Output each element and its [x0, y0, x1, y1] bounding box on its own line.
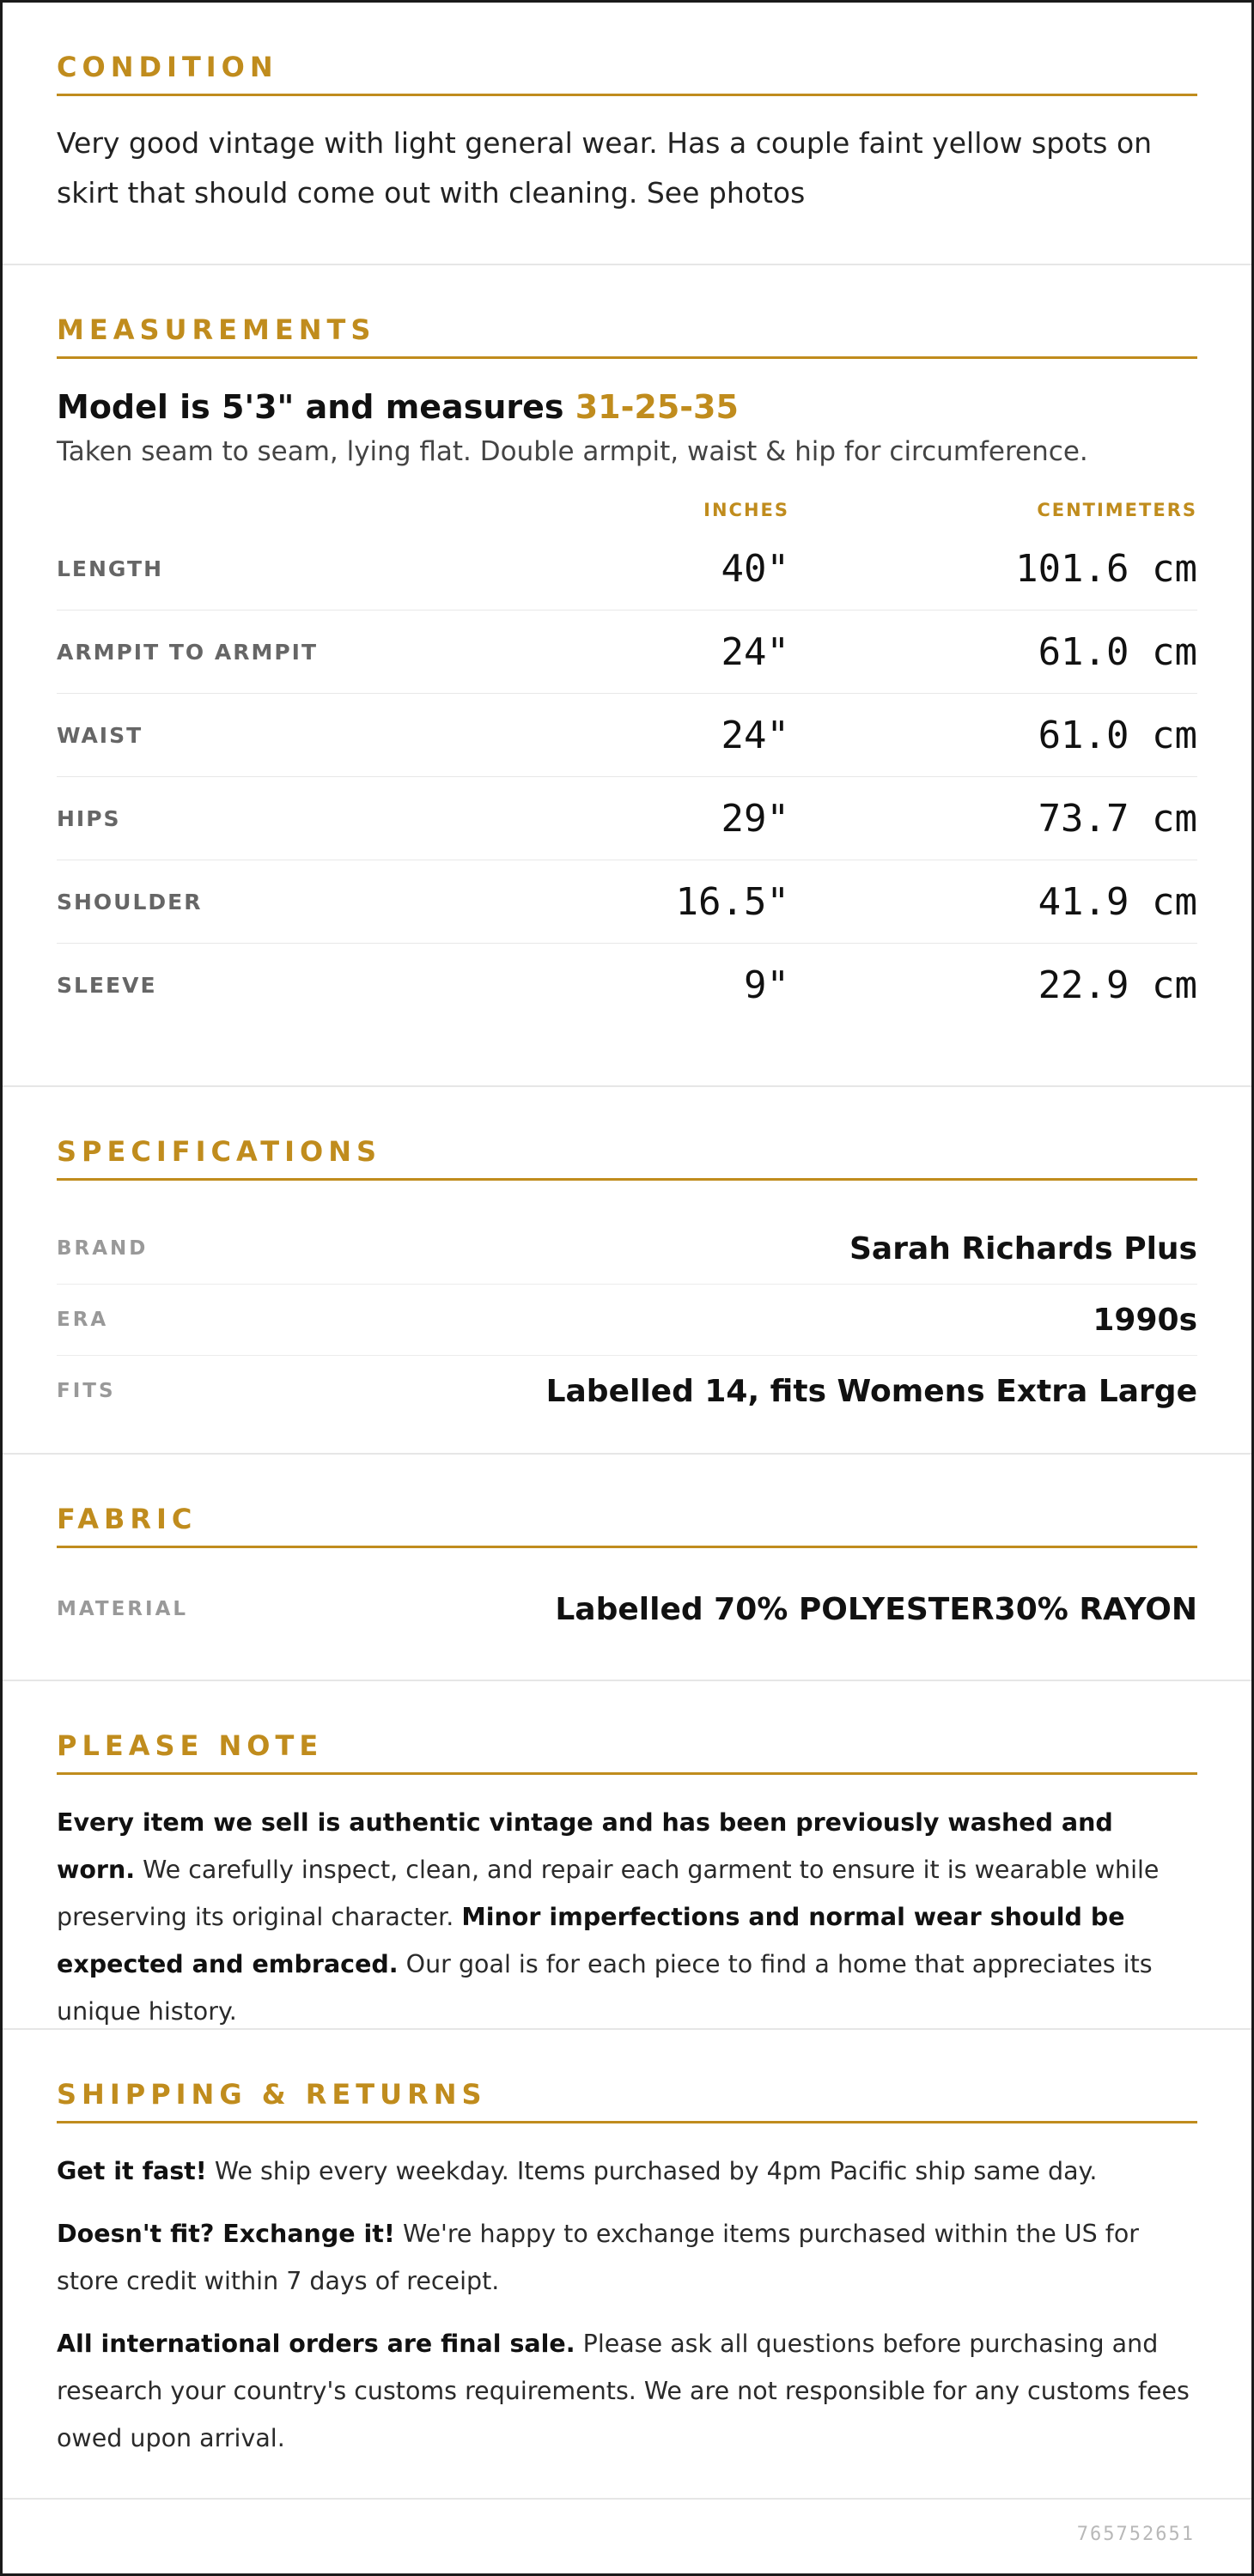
measurement-row — [57, 694, 1197, 777]
measurement-inches: 29" — [721, 796, 789, 841]
spec-row-fits — [57, 1356, 1197, 1426]
measurement-table-header — [57, 493, 1197, 527]
measurement-label: LENGTH — [57, 556, 163, 581]
measurement-row — [57, 944, 1197, 1026]
measurement-cm: 22.9 cm — [1038, 963, 1197, 1007]
shipping-section — [3, 2030, 1251, 2500]
condition-heading: CONDITION — [57, 51, 1197, 96]
spec-label: MATERIAL — [57, 1598, 189, 1621]
please-note-heading: PLEASE NOTE — [57, 1729, 1197, 1775]
spec-value: 1990s — [1093, 1302, 1197, 1338]
measurement-row — [57, 777, 1197, 860]
spec-label: BRAND — [57, 1237, 149, 1261]
please-note-bold-2: Minor imperfections and normal wear should be expected and embraced. — [57, 1903, 1125, 1979]
fabric-heading: FABRIC — [57, 1503, 1197, 1548]
inches-column-header: INCHES — [703, 500, 789, 521]
measurement-row — [57, 611, 1197, 694]
shipping-fast-paragraph — [57, 2148, 1197, 2195]
footer — [3, 2500, 1251, 2575]
measurement-inches: 40" — [721, 546, 789, 591]
measurement-row — [57, 860, 1197, 944]
specifications-heading: SPECIFICATIONS — [57, 1135, 1197, 1181]
shipping-exchange-paragraph — [57, 2210, 1197, 2305]
centimeters-column-header: CENTIMETERS — [1037, 500, 1197, 521]
spec-row-era — [57, 1285, 1197, 1356]
fabric-section — [3, 1455, 1251, 1681]
shipping-exchange-text: We're happy to exchange items purchased within the US for store credit within 7 days of receipt. — [57, 2220, 1139, 2296]
spec-value: Labelled 14, fits Womens Extra Large — [545, 1373, 1197, 1409]
measurement-label: WAIST — [57, 722, 143, 748]
please-note-text-1: We carefully inspect, clean, and repair each garment to ensure it is wearable while preserving its original character. — [57, 1856, 1160, 1932]
measurement-cm: 41.9 cm — [1038, 879, 1197, 924]
measurement-note: Taken seam to seam, lying flat. Double armpit, waist & hip for circumference. — [57, 435, 1088, 467]
model-measures — [57, 388, 1197, 428]
shipping-exchange-bold: Doesn't fit? Exchange it! — [57, 2220, 395, 2249]
please-note-bold-1: Every item we sell is authentic vintage and has been previously washed and worn. — [57, 1808, 1113, 1885]
condition-section — [3, 3, 1251, 265]
condition-text: Very good vintage with light general wear. Has a couple faint yellow spots on skirt that should come out with cleaning. See photos — [57, 126, 1153, 210]
measurement-label: SLEEVE — [57, 972, 157, 998]
spec-row-material — [57, 1574, 1197, 1644]
please-note-text-2: Our goal is for each piece to find a home that appreciates its unique history. — [57, 1950, 1153, 2026]
spec-label: FITS — [57, 1380, 116, 1403]
please-note-text — [57, 1799, 1197, 2035]
shipping-international-text: Please ask all questions before purchasing and research your country's customs requirements. We are not responsible for any customs fees owed upon arrival. — [57, 2330, 1190, 2453]
shipping-international-paragraph — [57, 2320, 1197, 2462]
measurement-label: HIPS — [57, 805, 121, 831]
model-measures-value: 31-25-35 — [575, 388, 739, 427]
measurement-label: ARMPIT TO ARMPIT — [57, 639, 319, 665]
model-prefix: Model is 5'3" and measures — [57, 388, 575, 427]
measurement-inches: 9" — [744, 963, 789, 1007]
listing-id: 765752651 — [1076, 2524, 1195, 2545]
spec-label: ERA — [57, 1309, 109, 1332]
measurements-heading: MEASUREMENTS — [57, 313, 1197, 359]
specifications-section — [3, 1087, 1251, 1455]
shipping-heading: SHIPPING & RETURNS — [57, 2078, 1197, 2123]
measurement-cm: 61.0 cm — [1038, 629, 1197, 674]
measurement-inches: 24" — [721, 713, 789, 757]
measurement-label: SHOULDER — [57, 889, 203, 914]
please-note-section — [3, 1681, 1251, 2030]
spec-row-brand — [57, 1213, 1197, 1285]
shipping-fast-text: We ship every weekday. Items purchased by 4pm Pacific ship same day. — [206, 2157, 1098, 2186]
spec-value: Sarah Richards Plus — [849, 1230, 1197, 1267]
measurements-section — [3, 265, 1251, 1087]
measurement-cm: 61.0 cm — [1038, 713, 1197, 757]
measurement-cm: 73.7 cm — [1038, 796, 1197, 841]
shipping-international-bold: All international orders are final sale. — [57, 2330, 575, 2359]
measurement-row — [57, 527, 1197, 611]
spec-value: Labelled 70% POLYESTER30% RAYON — [555, 1591, 1197, 1627]
shipping-fast-bold: Get it fast! — [57, 2157, 207, 2186]
measurement-cm: 101.6 cm — [1015, 546, 1197, 591]
measurement-inches: 24" — [721, 629, 789, 674]
measurement-inches: 16.5" — [675, 879, 789, 924]
